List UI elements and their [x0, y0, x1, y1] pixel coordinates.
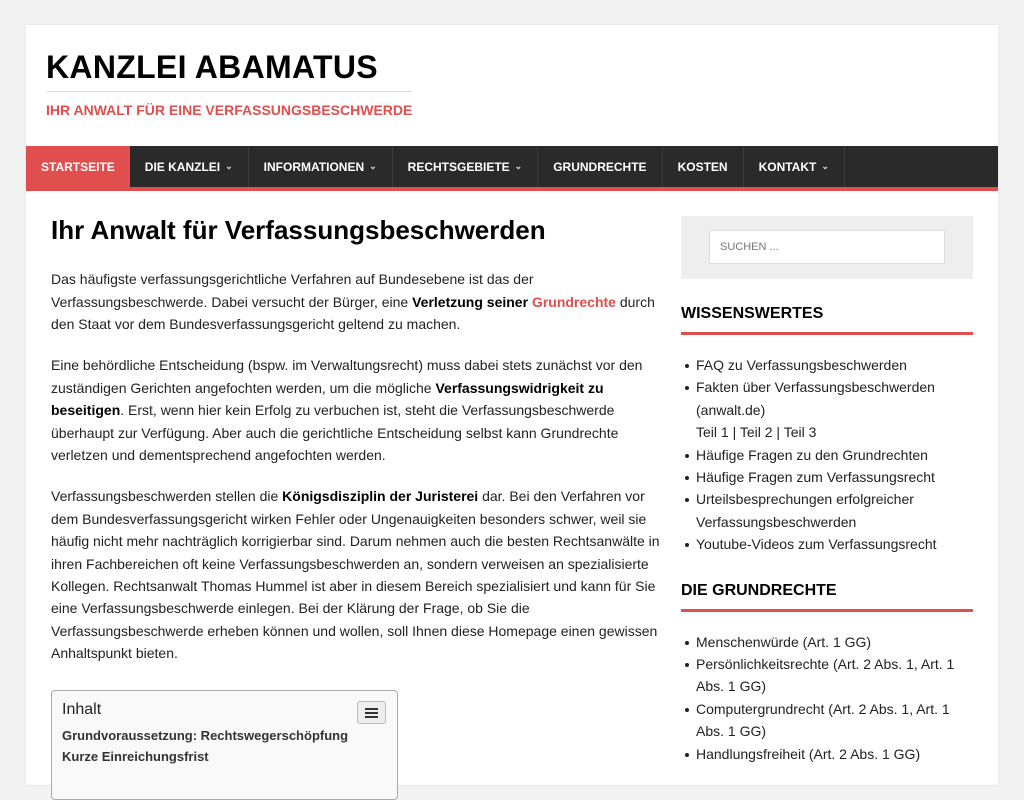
sidebar — [681, 216, 973, 765]
nav-item-grundrechte[interactable] — [538, 146, 662, 187]
nav-label: GRUNDRECHTE — [553, 159, 647, 174]
page-title: Ihr Anwalt für Verfassungsbeschwerden — [51, 215, 546, 245]
main-navigation — [26, 146, 998, 187]
nav-label: INFORMATIONEN — [263, 159, 365, 174]
text: Verfassungsbeschwerden stellen die — [51, 488, 283, 505]
paragraph-3 — [51, 485, 661, 664]
nav-label: RECHTSGEBIETE — [407, 159, 510, 174]
main-content — [51, 215, 661, 684]
list-item[interactable]: Häufige Fragen zu den Grundrechten — [696, 444, 973, 466]
widget-grundrechte — [681, 582, 973, 765]
nav-item-kosten[interactable] — [663, 146, 744, 187]
toc-item[interactable]: Grundvoraussetzung: Rechtswegerschöpfung — [62, 728, 349, 743]
table-of-contents — [51, 690, 398, 800]
list-item[interactable]: Fakten über Verfassungsbeschwerden (anwalt.de) — [696, 376, 973, 421]
text: Eine behördliche Entscheidung (bspw. im Verwaltungsrecht) muss dabei stets zunächst vor den zuständigen Gerichten angefochten werden, um die mögliche — [51, 357, 643, 396]
paragraph-1 — [51, 268, 661, 335]
grundrechte-link[interactable]: Grundrechte — [531, 293, 616, 310]
nav-label: KONTAKT — [758, 159, 817, 174]
chevron-down-icon: ⌄ — [514, 161, 523, 171]
list-item[interactable]: Urteilsbesprechungen erfolgreicher Verfassungsbeschwerden — [696, 488, 973, 533]
nav-item-kontakt[interactable] — [744, 146, 845, 187]
nav-label: STARTSEITE — [41, 159, 115, 174]
widget-wissenswertes — [681, 305, 973, 556]
nav-item-die-kanzlei[interactable] — [130, 146, 249, 187]
text: dar. Bei den Verfahren vor dem Bundesverfassungsgericht wirken Fehler oder Ungenauigkeiten besonders schwer, weil sie häufig nicht mehr nachträglich korrigierbar sind. Darum nehmen auch die besten Rechtsanwälte in ihren Fachbereichen oft keine Verfassungsbeschwerden an, sondern verweisen an spezialisierte Kollegen. Rechtsanwalt Thomas Hummel ist aber in diesem Bereich spezialisiert und kann für Sie eine Verfassungsbeschwerde einlegen. Bei der Klärung der Frage, ob Sie die Verfassungsbeschwerde erheben können und wollen, soll Ihnen diese Homepage einen gewissen Anhaltspunkt bieten. — [51, 488, 660, 662]
list-item[interactable]: Youtube-Videos zum Verfassungsrecht — [696, 533, 973, 555]
chevron-down-icon: ⌄ — [821, 161, 829, 171]
toc-title: Inhalt — [62, 701, 102, 718]
chevron-down-icon: ⌄ — [225, 161, 233, 171]
search-input[interactable] — [709, 230, 945, 264]
list-item[interactable]: Menschenwürde (Art. 1 GG) — [696, 631, 973, 653]
widget-title: WISSENSWERTES — [681, 305, 973, 335]
nav-accent-bar — [26, 187, 998, 191]
nav-label: DIE KANZLEI — [144, 159, 221, 174]
nav-label: KOSTEN — [677, 159, 728, 174]
site-title[interactable]: KANZLEI ABAMATUS — [46, 49, 378, 85]
title-divider — [46, 91, 412, 92]
list-item[interactable]: Computergrundrecht (Art. 2 Abs. 1, Art. 1 Abs. 1 GG) — [696, 698, 973, 743]
text: durch den Staat vor dem Bundesverfassungsgericht geltend zu machen. — [51, 293, 655, 332]
nav-item-startseite[interactable] — [26, 146, 130, 187]
page-wrapper — [26, 25, 998, 785]
site-tagline: IHR ANWALT FÜR EINE VERFASSUNGSBESCHWERDE — [46, 102, 413, 118]
paragraph-2 — [51, 354, 661, 466]
chevron-down-icon: ⌄ — [369, 161, 377, 171]
link-list — [681, 631, 973, 765]
bold-text: Verfassungswidrigkeit zu beseitigen — [51, 379, 604, 419]
list-icon — [365, 708, 378, 718]
nav-item-informationen[interactable] — [249, 146, 393, 187]
toc-item[interactable]: Kurze Einreichungsfrist — [62, 749, 209, 764]
list-item[interactable]: Persönlichkeitsrechte (Art. 2 Abs. 1, Art. 1 Abs. 1 GG) — [696, 653, 973, 698]
search-widget — [681, 216, 973, 279]
widget-title: DIE GRUNDRECHTE — [681, 582, 973, 612]
list-item[interactable]: Handlungsfreiheit (Art. 2 Abs. 1 GG) — [696, 743, 973, 765]
text: Das häufigste verfassungsgerichtliche Verfahren auf Bundesebene ist das der Verfassungsbeschwerde. Dabei versucht der Bürger, eine — [51, 271, 534, 310]
text: . Erst, wenn hier kein Erfolg zu verbuchen ist, steht die Verfassungsbeschwerde überhaupt zur Verfügung. Aber auch die gerichtliche Entscheidung selbst kann Grundrechte verletzen und dementsprechend angefochten werden. — [51, 402, 619, 464]
link-list — [681, 354, 973, 556]
list-item[interactable]: Teil 1 | Teil 2 | Teil 3 — [696, 424, 817, 441]
bold-text: Verletzung seiner — [412, 293, 532, 310]
list-item[interactable]: Häufige Fragen zum Verfassungsrecht — [696, 466, 973, 488]
nav-item-rechtsgebiete[interactable] — [393, 146, 539, 187]
list-item[interactable]: FAQ zu Verfassungsbeschwerden — [696, 354, 973, 376]
toc-toggle-button[interactable] — [357, 701, 386, 724]
bold-text: Königsdisziplin der Juristerei — [282, 488, 479, 505]
